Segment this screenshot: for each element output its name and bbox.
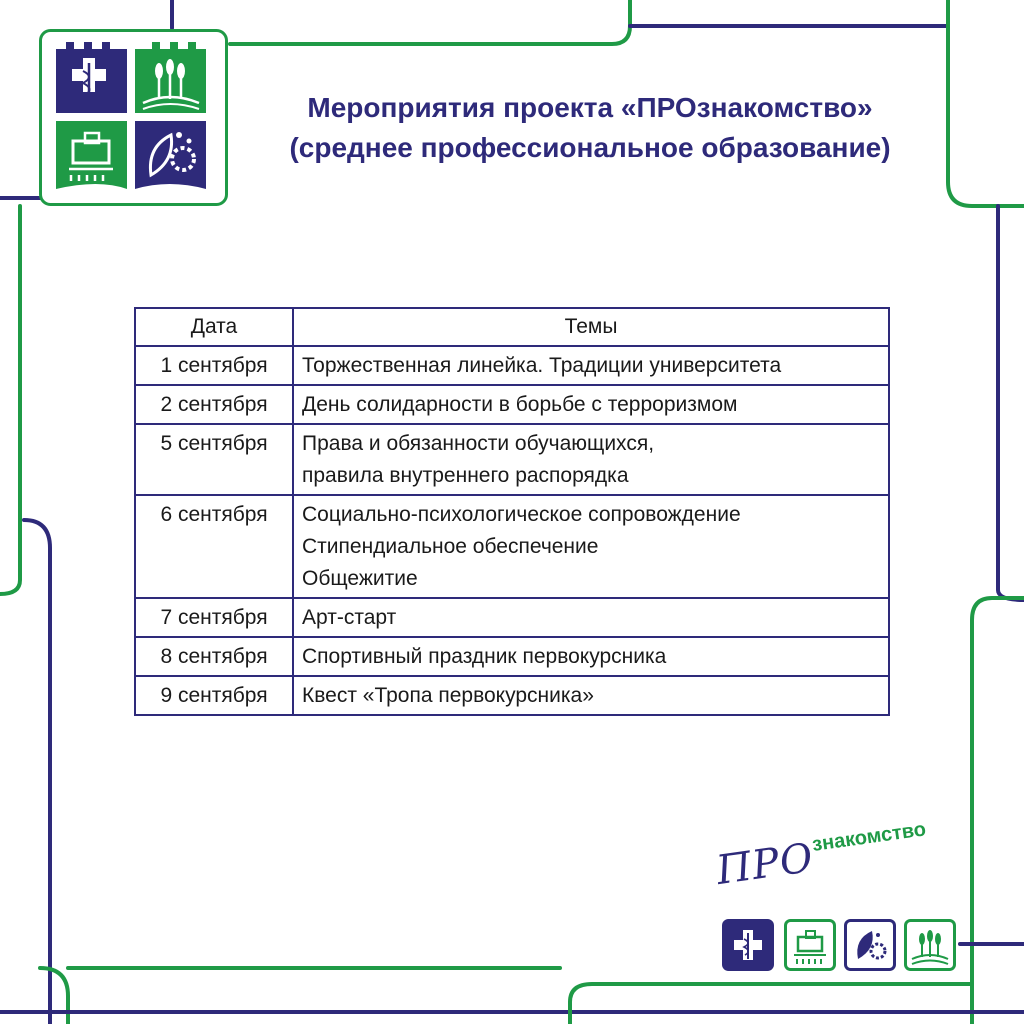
table-row bbox=[135, 495, 889, 598]
row-topic bbox=[293, 346, 889, 385]
page-title-line-2: (среднее профессиональное образование) bbox=[289, 132, 891, 163]
topic-line: Социально-психологическое сопровождение bbox=[302, 503, 741, 526]
prоznakomstvo-logo bbox=[713, 818, 968, 894]
row-date: 2 сентября bbox=[135, 385, 293, 424]
topic-line: правила внутреннего распорядка bbox=[302, 464, 629, 487]
row-topic bbox=[293, 637, 889, 676]
page-title-line-1: Мероприятия проекта «ПРОзнакомство» bbox=[307, 92, 873, 123]
topic-line: Арт-старт bbox=[302, 606, 397, 629]
table-row bbox=[135, 598, 889, 637]
logo-suffix-text: знакомство bbox=[810, 818, 928, 857]
leaf-gear-icon bbox=[844, 919, 896, 971]
table-header-row bbox=[135, 308, 889, 346]
row-topic bbox=[293, 424, 889, 495]
row-date: 9 сентября bbox=[135, 676, 293, 715]
row-topic bbox=[293, 495, 889, 598]
row-date: 8 сентября bbox=[135, 637, 293, 676]
row-topic bbox=[293, 676, 889, 715]
logo-pro-text: ПРО bbox=[713, 834, 817, 894]
topic-line: Торжественная линейка. Традиции университета bbox=[302, 354, 782, 377]
topic-line: Стипендиальное обеспечение bbox=[302, 535, 599, 558]
row-date: 6 сентября bbox=[135, 495, 293, 598]
table-row bbox=[135, 424, 889, 495]
leaf-gear-icon bbox=[135, 121, 206, 189]
column-header-date: Дата bbox=[135, 308, 293, 346]
row-topic bbox=[293, 598, 889, 637]
column-header-topic: Темы bbox=[293, 308, 889, 346]
events-table bbox=[134, 307, 890, 716]
table-row bbox=[135, 637, 889, 676]
page-title bbox=[245, 88, 935, 168]
row-date: 7 сентября bbox=[135, 598, 293, 637]
topic-line: Квест «Тропа первокурсника» bbox=[302, 684, 594, 707]
medical-cross-icon bbox=[722, 919, 774, 971]
university-emblem bbox=[39, 29, 228, 206]
table-row bbox=[135, 346, 889, 385]
row-date: 5 сентября bbox=[135, 424, 293, 495]
medical-cross-icon bbox=[56, 42, 127, 113]
harvester-icon bbox=[56, 121, 127, 189]
topic-line: Спортивный праздник первокурсника bbox=[302, 645, 667, 668]
topic-line: День солидарности в борьбе с терроризмом bbox=[302, 393, 738, 416]
table-row bbox=[135, 676, 889, 715]
row-topic bbox=[293, 385, 889, 424]
topic-line: Общежитие bbox=[302, 567, 418, 590]
row-date: 1 сентября bbox=[135, 346, 293, 385]
harvester-icon bbox=[784, 919, 836, 971]
wheat-icon bbox=[135, 42, 206, 113]
topic-line: Права и обязанности обучающихся, bbox=[302, 432, 655, 455]
wheat-icon bbox=[904, 919, 956, 971]
table-row bbox=[135, 385, 889, 424]
